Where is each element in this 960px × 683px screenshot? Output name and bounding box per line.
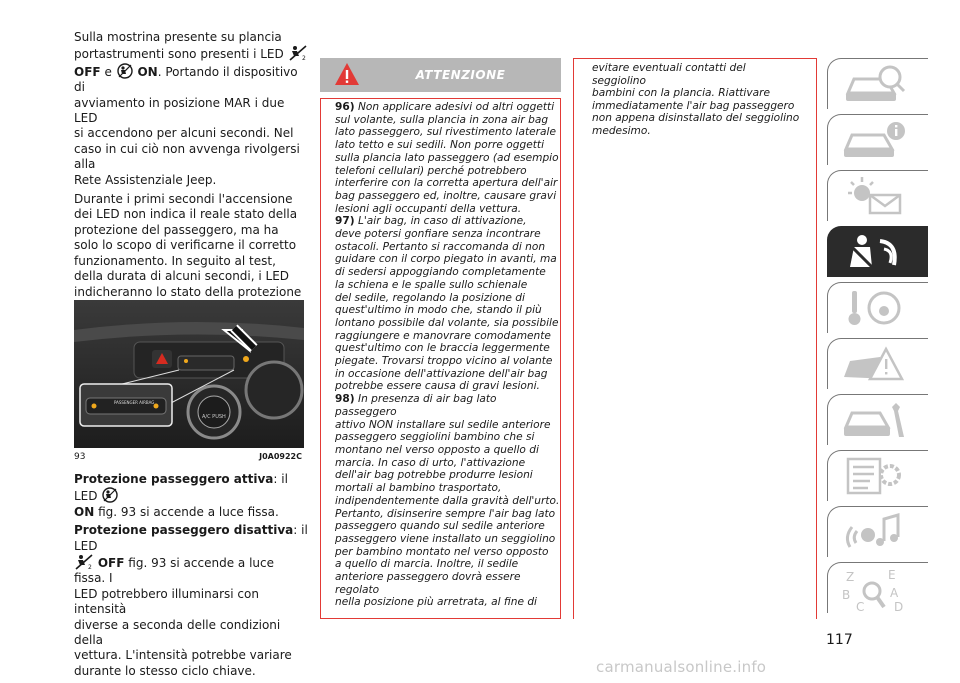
tab-multimedia[interactable] [827, 506, 928, 557]
svg-text:2: 2 [301, 55, 306, 62]
dashboard-photo [74, 300, 304, 448]
page-number: 117 [826, 632, 853, 648]
figure-code: J0A0922C [259, 452, 302, 461]
figure-93-photo [74, 300, 304, 448]
watermark: carmanualsonline.info [596, 658, 767, 676]
key-steering-wheel-icon [840, 287, 910, 329]
specs-gear-icon [840, 455, 910, 497]
light-mail-icon [840, 175, 910, 217]
svg-text:2: 2 [88, 564, 92, 571]
svg-text:D: D [894, 600, 904, 613]
warning-item-97: 97) L'air bag, in caso di attivazione, deve potersi gonfiare senza incontrare ostacoli. Pertanto si raccomanda di non guidare con il corpo piegato in avanti, ma di sedersi appoggiando completamente la schiena e le spalle sullo schienale del sedile, regolando la posizione di quest'ultimo in modo che, stando il più lontano possibile dal volante, sia possibile raggiungere e manovrare comodamente quest'ultimo con le braccia leggermente piegate. Trovarsi troppo vicino al volante in occasione dell'attivazione dell'air bag potrebbe essere causa di gravi lesioni. [335, 215, 559, 393]
svg-text:C: C [856, 600, 865, 613]
passenger-airbag-on-icon [101, 487, 119, 503]
figure-number: 93 [74, 452, 86, 462]
tab-safety[interactable] [827, 226, 928, 277]
car-dashboard-icon [840, 63, 910, 105]
tab-lights[interactable] [827, 170, 928, 221]
continuation-box [573, 58, 817, 619]
intro-text [74, 30, 308, 316]
tab-start-drive[interactable] [827, 282, 928, 333]
warning-title: ATTENZIONE [415, 68, 506, 82]
warning-item-98: 98) In presenza di air bag lato passeggero attivo NON installare sul sedile anteriore passeggero seggiolini bambino che si montano nel verso opposto a quello di marcia. In caso di urto, l'attivazione dell'air bag potrebbe produrre lesioni mortali al bambino trasportato, indipendentemente dalla gravità dell'urto. Pertanto, disinserire sempre l'air bag lato passeggero quando sul sedile anteriore passeggero viene installato un seggiolino per bambino montato nel verso opposto a quello di marcia. Inoltre, il sedile anteriore passeggero dovrà essere regolato nella posizione più arretrata, al fine di [335, 393, 560, 609]
warning-item-96: 96) Non applicare adesivi od altri oggetti sul volante, sulla plancia in zona air bag lato passeggero, sul rivestimento laterale lato tetto e sui sedili. Non porre oggetti sulla plancia lato passeggero (ad esempio telefoni cellulari) perché potrebbero interferire con la corretta apertura dell'air bag passeggero ed, inoltre, causare gravi lesioni agli occupanti della vettura. [335, 101, 559, 215]
tab-technical-data[interactable] [827, 450, 928, 501]
multimedia-icon [840, 511, 910, 553]
tab-index[interactable] [827, 562, 928, 613]
paragraph-led-test: Durante i primi secondi l'accensione dei LED non indica il reale stato della protezione del passeggero, ma ha solo lo scopo di verificarne il corretto funzionamento. In seguito al test, della durata di alcuni secondi, i LED indicheranno lo stato della protezione [74, 192, 302, 299]
svg-text:A: A [890, 586, 899, 600]
passenger-airbag-off-icon [288, 45, 308, 61]
tab-dashboard[interactable] [827, 58, 928, 109]
svg-text:E: E [888, 568, 896, 582]
knob-label: A/C PUSH [202, 414, 226, 420]
warning-header [320, 58, 561, 92]
passenger-airbag-off-icon [74, 554, 94, 570]
car-info-icon [840, 119, 910, 161]
paragraph-protection-active: Protezione passeggero attiva: il LED ON fig. 93 si accende a luce fissa. [74, 472, 288, 519]
paragraph-protection-inactive: Protezione passeggero disattiva: il LED 2 OFF fig. 93 si accende a luce fissa. I LED potrebbero illuminarsi con intensità diverse a seconda delle condizioni della vettura. L'intensità potrebbe variare durante lo stesso ciclo chiave. [74, 523, 308, 678]
continuation-text: evitare eventuali contatti del seggiolino bambini con la plancia. Riattivare immediatamente l'air bag passeggero non appena disinstallato del seggiolino medesimo. [592, 62, 800, 137]
warning-text [335, 101, 561, 609]
tab-car-info[interactable] [827, 114, 928, 165]
alphabetical-index-icon [840, 567, 910, 613]
car-warning-icon [840, 343, 910, 385]
svg-text:B: B [842, 588, 851, 602]
protection-status-text [74, 472, 308, 679]
paragraph-led-description: Sulla mostrina presente su plancia portastrumenti sono presenti i LED 2 OFF e ON. Portando il dispositivo di avviamento in posizione MAR i due LED si accendono per alcuni secondi. Nel caso in cui ciò non avvenga rivolgersi alla Rete Assistenziale Jeep. [74, 30, 308, 188]
tab-emergency[interactable] [827, 338, 928, 389]
passenger-airbag-on-icon [116, 63, 134, 79]
seatbelt-airbag-icon [840, 231, 910, 273]
tab-maintenance[interactable] [827, 394, 928, 445]
car-wrench-icon [840, 399, 910, 441]
panel-label: PASSENGER AIRBAG [114, 400, 155, 405]
svg-text:Z: Z [846, 570, 855, 584]
